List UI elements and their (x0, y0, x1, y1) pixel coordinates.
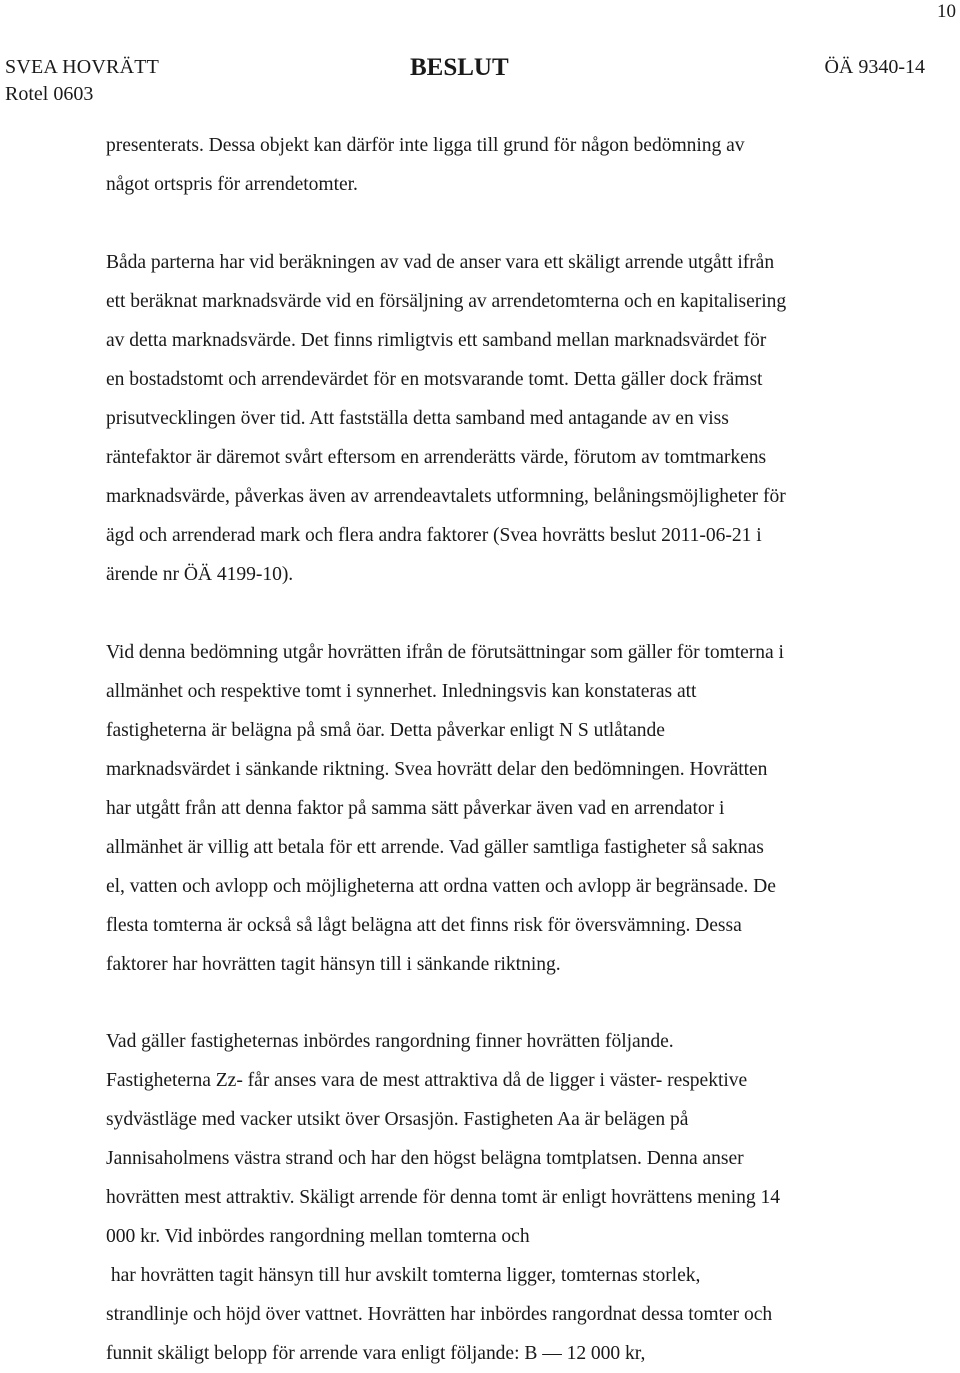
text-line: Vid denna bedömning utgår hovrätten ifrån de förutsättningar som gäller för tomterna i (106, 642, 784, 663)
text-line: presenterats. Dessa objekt kan därför inte ligga till grund för någon bedömning av (106, 135, 745, 156)
text-line: hovrätten mest attraktiv. Skäligt arrende för denna tomt är enligt hovrättens mening 14 (106, 1187, 780, 1208)
text-line: flesta tomterna är också så lågt belägna att det finns risk för översvämning. Dessa (106, 915, 742, 936)
text-line: ägd och arrenderad mark och flera andra faktorer (Svea hovrätts beslut 2011-06-21 i (106, 525, 762, 546)
text-line: el, vatten och avlopp och möjligheterna att ordna vatten och avlopp är begränsade. De (106, 876, 776, 897)
court-name: SVEA HOVRÄTT (5, 56, 160, 78)
text-line: Båda parterna har vid beräkningen av vad de anser vara ett skäligt arrende utgått ifrån (106, 252, 775, 273)
text-line: ärende nr ÖÄ 4199-10). (106, 564, 294, 585)
document-type: BESLUT (410, 54, 509, 81)
text-line: en bostadstomt och arrendevärdet för en motsvarande tomt. Detta gäller dock främst (106, 369, 763, 390)
text-line: räntefaktor är däremot svårt eftersom en arrenderätts värde, förutom av tomtmarkens (106, 447, 767, 468)
text-line: Fastigheterna Zz- får anses vara de mest attraktiva då de ligger i väster- respektive (106, 1070, 748, 1091)
text-line: ett beräknat marknadsvärde vid en försäljning av arrendetomterna och en kapitalisering (106, 291, 787, 312)
text-line: av detta marknadsvärde. Det finns rimligtvis ett samband mellan marknadsvärdet för (106, 330, 767, 351)
paragraph (106, 126, 916, 204)
text-line: har utgått från att denna faktor på samma sätt påverkar även vad en arrendator i (106, 798, 725, 819)
text-line: sydvästläge med vacker utsikt över Orsasjön. Fastigheten Aa är belägen på (106, 1109, 689, 1130)
paragraph (106, 243, 916, 594)
page-number: 10 (937, 1, 956, 22)
text-line: marknadsvärde, påverkas även av arrendeavtalets utformning, belåningsmöjligheter för (106, 486, 786, 507)
text-line: fastigheterna är belägna på små öar. Detta påverkar enligt N S utlåtande (106, 720, 665, 741)
text-line: något ortspris för arrendetomter. (106, 174, 358, 195)
text-line: 000 kr. Vid inbördes rangordning mellan tomterna och (106, 1226, 530, 1247)
division-label: Rotel 0603 (5, 83, 94, 105)
case-number: ÖÄ 9340-14 (824, 56, 925, 78)
text-line: marknadsvärdet i sänkande riktning. Svea hovrätt delar den bedömningen. Hovrätten (106, 759, 768, 780)
text-line: har hovrätten tagit hänsyn till hur avskilt tomterna ligger, tomternas storlek, (106, 1265, 701, 1286)
paragraph (106, 1022, 916, 1373)
text-line: Vad gäller fastigheternas inbördes rangordning finner hovrätten följande. (106, 1031, 674, 1052)
text-line: Jannisaholmens västra strand och har den högst belägna tomtplatsen. Denna anser (106, 1148, 744, 1169)
document-body (106, 126, 916, 1373)
text-line: prisutvecklingen över tid. Att fastställa detta samband med antagande av en viss (106, 408, 729, 429)
text-line: allmänhet och respektive tomt i synnerhet. Inledningsvis kan konstateras att (106, 681, 697, 702)
document-header (5, 54, 925, 109)
text-line: allmänhet är villig att betala för ett arrende. Vad gäller samtliga fastigheter så saknas (106, 837, 764, 858)
text-line: faktorer har hovrätten tagit hänsyn till i sänkande riktning. (106, 954, 561, 975)
paragraph (106, 633, 916, 984)
text-line: funnit skäligt belopp för arrende vara enligt följande: B — 12 000 kr, (106, 1343, 646, 1364)
text-line: strandlinje och höjd över vattnet. Hovrätten har inbördes rangordnat dessa tomter och (106, 1304, 773, 1325)
